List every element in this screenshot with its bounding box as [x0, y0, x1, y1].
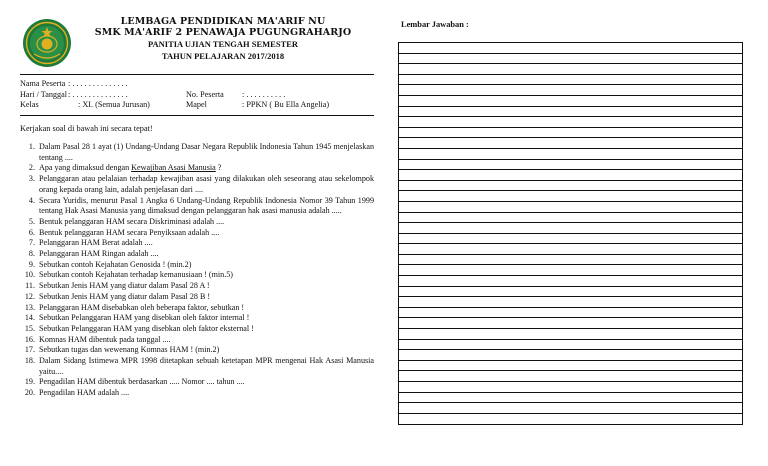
question-item [20, 163, 374, 174]
question-text: Secara Yuridis, menurut Pasal 1 Angka 6 Undang-Undang Republik Indonesia Nomor 39 Tahun 1999 tentang Hak Asasi Manusia yang dimaksud dengan pelanggaran hak asasi manusia adalah ..... [39, 195, 374, 216]
question-number: 4. [28, 195, 35, 205]
answer-line [399, 191, 742, 202]
answer-line [399, 202, 742, 213]
answer-line [399, 255, 742, 266]
question-item [20, 260, 374, 271]
question-text: Sebutkan Jenis HAM yang diatur dalam Pasal 28 A ! [39, 281, 210, 291]
question-item [20, 388, 374, 399]
answer-line [399, 244, 742, 255]
question-item [20, 142, 374, 163]
question-number: 12. [24, 291, 35, 301]
answer-line [399, 149, 742, 160]
question-number: 13. [24, 302, 35, 312]
participant-info [20, 79, 374, 113]
question-item [20, 238, 374, 249]
question-text: Bentuk pelanggaran HAM secara Penyiksaan adalah .... [39, 227, 220, 237]
question-list [20, 142, 374, 399]
question-item [20, 356, 374, 377]
question-number: 16. [24, 334, 35, 344]
academic-year: TAHUN PELAJARAN 2017/2018 [161, 51, 285, 61]
question-text: Sebutkan contoh Kejahatan Genosida ! (min.2) [39, 259, 192, 269]
number-row [186, 90, 285, 101]
answer-line [399, 382, 742, 393]
question-text [39, 163, 374, 174]
answer-line [399, 107, 742, 118]
nu-emblem-icon [22, 18, 72, 68]
answer-sheet [398, 20, 743, 425]
question-number: 17. [24, 345, 35, 355]
subject-label: Mapel [186, 100, 207, 109]
answer-line [399, 340, 742, 351]
question-text: Sebutkan tugas dan wewenang Komnas HAM ! (min.2) [39, 345, 220, 355]
answer-line [399, 265, 742, 276]
answer-line [399, 64, 742, 75]
question-text: Sebutkan contoh Kejahatan terhadap kemanusiaan ! (min.5) [39, 270, 233, 280]
answer-line [399, 117, 742, 128]
answer-line [399, 361, 742, 372]
question-number: 9. [28, 259, 35, 269]
question-item [20, 281, 374, 292]
question-number: 5. [28, 216, 35, 226]
question-number: 7. [28, 238, 35, 248]
answer-line [399, 128, 742, 139]
question-item [20, 174, 374, 195]
question-number: 10. [24, 270, 35, 280]
question-text: Pengadilan HAM dibentuk berdasarkan ..... Nomor .... tahun .... [39, 377, 245, 387]
answer-line [399, 371, 742, 382]
answer-line [399, 234, 742, 245]
question-item [20, 377, 374, 388]
question-text: Sebutkan Pelanggaran HAM yang disebkan oleh faktor internal ! [39, 313, 250, 323]
number-value: : . . . . . . . . . . [242, 89, 286, 99]
question-text-post: ? [215, 163, 222, 173]
question-item [20, 303, 374, 314]
class-label: Kelas [20, 100, 39, 109]
date-value: : . . . . . . . . . . . . . . [68, 89, 128, 99]
instruction-text: Kerjakan soal di bawah ini secara tepat! [20, 124, 153, 133]
answer-line [399, 160, 742, 171]
answer-line [399, 96, 742, 107]
institution-name: LEMBAGA PENDIDIKAN MA'ARIF NU [120, 16, 326, 27]
question-number: 6. [28, 227, 35, 237]
question-text: Bentuk pelanggaran HAM secara Diskriminasi adalah .... [39, 216, 225, 226]
answer-line [399, 287, 742, 298]
question-item [20, 217, 374, 228]
answer-line [399, 213, 742, 224]
question-text: Pelanggaran HAM Ringan adalah .... [39, 249, 159, 259]
question-number: 20. [24, 388, 35, 398]
question-item [20, 345, 374, 356]
answer-line [399, 75, 742, 86]
answer-line [399, 403, 742, 414]
school-name: SMK MA'ARIF 2 PENAWAJA PUGUNGRAHARJO [94, 27, 352, 38]
question-text: Sebutkan Jenis HAM yang diatur dalam Pasal 28 B ! [39, 291, 211, 301]
answer-line [399, 181, 742, 192]
question-number: 15. [24, 323, 35, 333]
letterhead [20, 16, 374, 72]
info-divider [20, 115, 374, 116]
question-text: Pelanggaran atau pelalaian terhadap kewajiban asasi yang dilakukan oleh seseorang atau sekelompok orang kepada orang lain, adalah penjelasan dari .... [39, 174, 374, 194]
question-text-pre: Apa yang dimaksud dengan [39, 163, 132, 173]
answer-line [399, 308, 742, 319]
question-number: 19. [24, 377, 35, 387]
exam-sheet [20, 16, 374, 399]
number-label: No. Peserta [186, 89, 224, 99]
answer-line [399, 276, 742, 287]
answer-line [399, 85, 742, 96]
header-divider [20, 74, 374, 75]
question-term-underlined: Kewajiban Asasi Manusia [131, 163, 216, 173]
date-row [20, 90, 128, 101]
class-value: : XI. (Semua Jurusan) [78, 100, 150, 109]
question-number: 1. [28, 142, 35, 151]
name-value: : . . . . . . . . . . . . . . [68, 79, 128, 88]
answer-line [399, 138, 742, 149]
answer-line [399, 318, 742, 329]
answer-line [399, 414, 742, 425]
question-item [20, 228, 374, 239]
question-number: 14. [24, 313, 35, 323]
letterhead-text [72, 16, 374, 62]
answer-line [399, 223, 742, 234]
question-number: 2. [28, 163, 35, 173]
class-row [20, 100, 150, 111]
question-text: Pelanggaran HAM disebabkan oleh beberapa faktor, sebutkan ! [39, 302, 245, 312]
question-text: Komnas HAM dibentuk pada tanggal .... [39, 334, 171, 344]
question-number: 18. [24, 356, 35, 366]
question-item [20, 196, 374, 217]
answer-line [399, 54, 742, 65]
question-item [20, 270, 374, 281]
question-item [20, 335, 374, 346]
date-label: Hari / Tanggal [20, 89, 68, 99]
question-item [20, 324, 374, 335]
answer-line [399, 43, 742, 54]
question-item [20, 292, 374, 303]
question-number: 11. [25, 281, 35, 291]
question-number: 8. [28, 249, 35, 259]
answer-line [399, 297, 742, 308]
question-text: Pelanggaran HAM Berat adalah .... [39, 238, 153, 248]
name-label: Nama Peserta [20, 79, 66, 88]
question-number: 3. [28, 174, 35, 184]
question-text: Pengadilan HAM adalah .... [39, 388, 130, 398]
answer-lines [398, 42, 743, 425]
question-item [20, 313, 374, 324]
committee-name: PANITIA UJIAN TENGAH SEMESTER [147, 39, 299, 49]
answer-line [399, 350, 742, 361]
question-text: Dalam Pasal 28 1 ayat (1) Undang-Undang Dasar Negara Republik Indonesia Tahun 1945 menjelaskan tentang .... [39, 142, 374, 162]
answer-line [399, 329, 742, 340]
answer-line [399, 170, 742, 181]
question-text: Dalam Sidang Istimewa MPR 1998 ditetapkan sebuah ketetapan MPR mengenai Hak Asasi Manusia yaitu.... [39, 356, 374, 376]
answer-sheet-title: Lembar Jawaban : [401, 20, 469, 29]
name-row [20, 79, 128, 90]
answer-line [399, 393, 742, 404]
question-item [20, 249, 374, 260]
subject-value: : PPKN ( Bu Ella Angelia) [242, 100, 330, 109]
subject-row [186, 100, 329, 111]
question-text: Sebutkan Pelanggaran HAM yang disebkan oleh faktor eksternal ! [39, 323, 254, 333]
